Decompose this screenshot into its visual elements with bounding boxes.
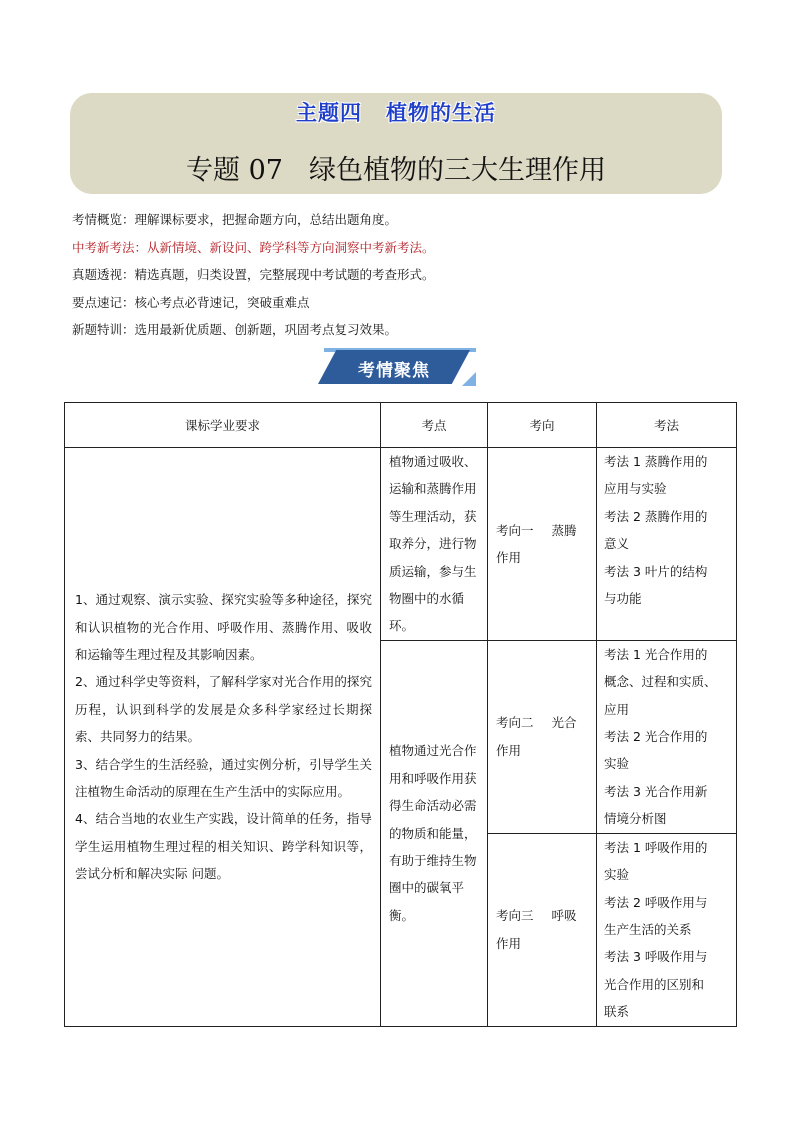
requirement-item: 1、通过观察、演示实验、探究实验等多种途径，探究和认识植物的光合作用、呼吸作用、蒸腾作用、吸收和运输等生理过程及其影响因素。 [75, 592, 372, 662]
header-methods: 考法 [597, 403, 737, 448]
method-line: 概念、过程和实质、 [604, 674, 717, 690]
requirements-cell [65, 448, 381, 1027]
page-title [70, 148, 722, 187]
method-line: 应用 [604, 701, 630, 717]
direction-name: 呼吸 [551, 908, 577, 924]
method-line: 情境分析图 [604, 811, 667, 827]
direction-cell [488, 640, 597, 833]
method-cell [597, 833, 737, 1026]
requirement-item: 4、结合当地的农业生产实践，设计简单的任务，指导学生运用植物生理过程的相关知识、跨学科知识等，尝试分析和解决实际 问题。 [75, 811, 372, 882]
method-line: 考法 2 蒸腾作用的 [604, 508, 708, 524]
topic-heading [70, 97, 722, 127]
section-label: 考情聚焦 [358, 361, 430, 381]
table-header-row [65, 403, 737, 448]
method-line: 实验 [604, 867, 630, 883]
direction-cell [488, 448, 597, 641]
table-row [65, 448, 737, 641]
page-title-text: 绿色植物的三大生理作用 [308, 155, 606, 186]
intro-line: 考情概览：理解课标要求，把握命题方向，总结出题角度。 [72, 212, 398, 227]
requirement-item: 3、结合学生的生活经验，通过实例分析，引导学生关注植物生命活动的原理在生产生活中的实际应用。 [75, 756, 372, 799]
header-points: 考点 [381, 403, 488, 448]
method-line: 考法 1 蒸腾作用的 [604, 454, 708, 469]
intro-line: 真题透视：精选真题，归类设置，完整展现中考试题的考查形式。 [72, 267, 435, 282]
method-cell [597, 640, 737, 833]
topic-name: 植物的生活 [386, 101, 496, 125]
method-line: 考法 3 呼吸作用与 [604, 949, 708, 965]
direction-name: 蒸腾 [551, 522, 577, 538]
header-directions: 考向 [488, 403, 597, 448]
method-line: 与功能 [604, 591, 642, 607]
point-cell: 植物通过吸收、运输和蒸腾作用等生理活动，获取养分，进行物质运输，参与生物圈中的水循环。 [381, 448, 488, 641]
method-line: 光合作用的区别和 [604, 976, 705, 992]
direction-suffix: 作用 [496, 935, 522, 951]
direction-label: 考向二 [496, 715, 534, 731]
method-line: 应用与实验 [604, 481, 667, 497]
page-title-number: 专题 07 [186, 155, 283, 186]
method-line: 考法 3 光合作用新 [604, 783, 708, 799]
method-line: 意义 [604, 536, 630, 552]
intro-line-highlight: 中考新考法：从新情境、新设问、跨学科等方向洞察中考新考法。 [72, 239, 435, 255]
direction-suffix: 作用 [496, 549, 522, 565]
exam-focus-table [64, 402, 737, 1027]
direction-label: 考向一 [496, 522, 534, 538]
topic-number: 主题四 [296, 101, 362, 125]
direction-suffix: 作用 [496, 742, 522, 758]
intro-line: 要点速记：核心考点必背速记，突破重难点 [72, 294, 310, 310]
method-cell [597, 448, 737, 641]
requirement-item: 2、通过科学史等资料，了解科学家对光合作用的探究历程，认识到科学的发展是众多科学家经过长期探索、共同努力的结果。 [75, 674, 372, 745]
section-label-badge [318, 348, 476, 388]
header-requirements: 课标学业要求 [65, 403, 381, 448]
method-line: 生产生活的关系 [604, 921, 692, 937]
method-line: 考法 3 叶片的结构 [604, 563, 708, 579]
method-line: 实验 [604, 756, 630, 772]
method-line: 考法 1 呼吸作用的 [604, 839, 708, 855]
intro-list [72, 206, 435, 344]
intro-line: 新题特训：选用最新优质题、创新题，巩固考点复习效果。 [72, 322, 398, 337]
method-line: 联系 [604, 1004, 630, 1020]
point-cell: 植物通过光合作用和呼吸作用获得生命活动必需的物质和能量，有助于维持生物圈中的碳氧平衡。 [381, 640, 488, 1026]
direction-name: 光合 [551, 715, 577, 731]
title-banner [70, 93, 722, 194]
direction-cell [488, 833, 597, 1026]
method-line: 考法 1 光合作用的 [604, 646, 708, 662]
method-line: 考法 2 光合作用的 [604, 729, 708, 745]
method-line: 考法 2 呼吸作用与 [604, 894, 708, 910]
direction-label: 考向三 [496, 908, 534, 924]
